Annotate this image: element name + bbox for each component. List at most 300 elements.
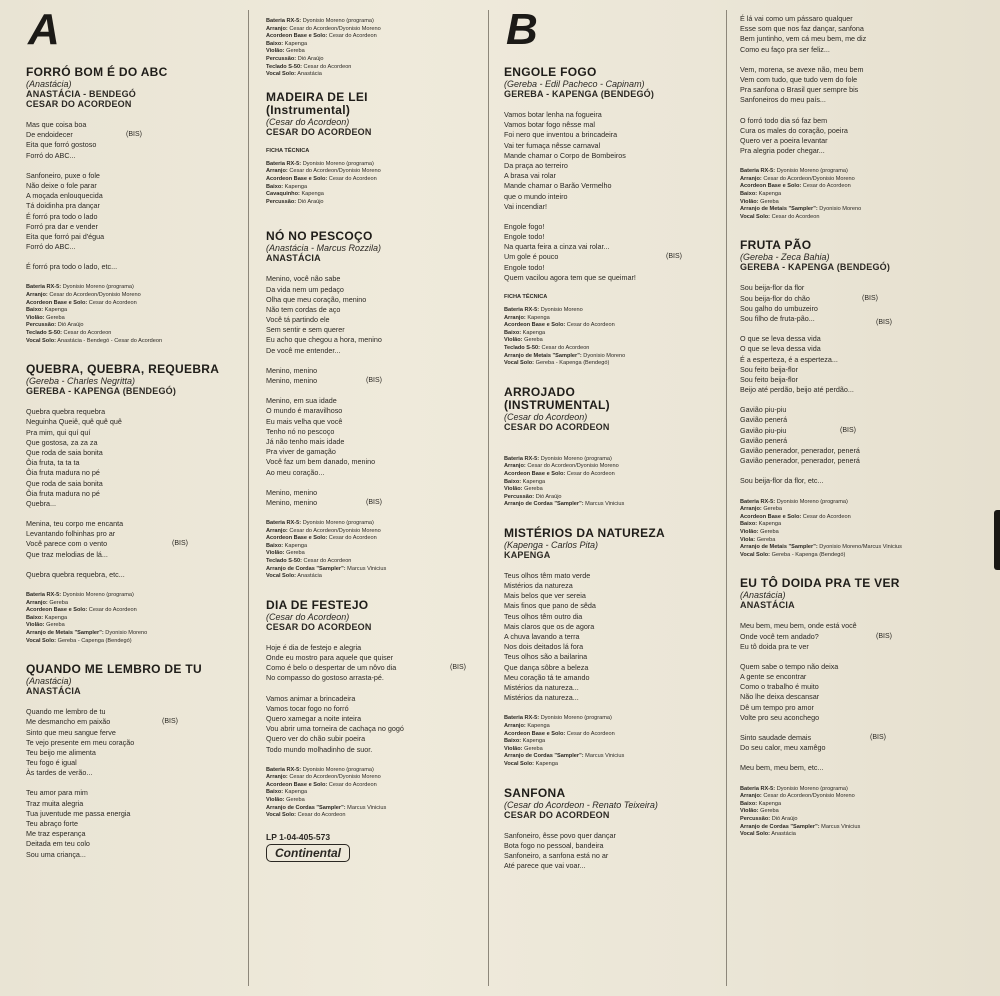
- credit-line: [266, 48, 480, 56]
- lyric-line: Até parece que vai voar...: [504, 861, 586, 871]
- lyric-stanza: [740, 65, 954, 106]
- song-lyrics: [266, 274, 480, 508]
- credit-line: [266, 774, 480, 782]
- side-b-letter: B: [506, 5, 538, 54]
- credit-line: [266, 550, 480, 558]
- credit-line: [26, 284, 240, 292]
- lyric-line: Mande chamar o Corpo de Bombeiros: [504, 150, 626, 160]
- lyric-line: Menino, menino: [266, 487, 318, 497]
- credit-role: Vocal Solo:: [740, 831, 771, 838]
- credit-name: Dió Araújo: [57, 322, 84, 329]
- lyric-stanza: [504, 831, 718, 872]
- lyric-stanza: [266, 366, 480, 386]
- credit-role: Arranjo de Cordas "Sampler":: [504, 501, 584, 508]
- lyric-line: Que traz melodias de lá...: [26, 549, 108, 559]
- song-no-no-pescoco: [266, 230, 480, 581]
- lyric-line: [740, 733, 954, 743]
- credit-name: Cesar do Acordeon/Dyonisio Moreno: [289, 774, 381, 781]
- credit-line: [266, 64, 480, 72]
- credit-role: Bateria RX-5:: [266, 520, 302, 527]
- song-title-subtitle: (INSTRUMENTAL): [504, 397, 610, 412]
- song-title: QUANDO ME LEMBRO DE TU: [26, 662, 202, 677]
- credit-name: Gereba: [760, 528, 779, 535]
- credit-role: Arranjo:: [504, 463, 526, 470]
- lyric-line: Sou beija-flor da flor: [740, 283, 805, 293]
- bis-marker: (BIS): [666, 253, 682, 261]
- column-divider: [488, 10, 489, 986]
- lyric-line: Forró do ABC...: [26, 242, 76, 252]
- bis-marker: (BIS): [876, 632, 892, 640]
- credit-role: Vocal Solo:: [266, 573, 297, 580]
- credit-line: [740, 793, 954, 801]
- song-authors: (Anastácia): [26, 79, 72, 89]
- credit-role: Bateria RX-5:: [266, 160, 302, 167]
- lyric-line: Quem sabe o tempo não deixa: [740, 661, 839, 671]
- credit-name: Gereba - Kapenga (Bendegó): [535, 360, 610, 367]
- credit-line: [266, 26, 480, 34]
- credit-line: [266, 33, 480, 41]
- credit-role: Violão:: [266, 797, 285, 804]
- song-authors: (Cesar do Acordeon): [504, 411, 588, 422]
- credit-line: [266, 805, 480, 813]
- credit-line: [266, 782, 480, 790]
- credit-line: [26, 622, 240, 630]
- credit-line: [266, 558, 480, 566]
- lyric-line: A gente se encontrar: [740, 672, 807, 682]
- credit-line: [740, 831, 954, 839]
- lyric-line: No compasso do gostoso arrasta-pé.: [266, 673, 384, 683]
- credit-role: Acordeon Base e Solo:: [26, 299, 88, 306]
- credit-line: [266, 767, 480, 775]
- song-engole-fogo: [504, 66, 718, 368]
- lyric-line: Quebra quebra requebra, etc...: [26, 569, 125, 579]
- lyric-line: Sou feito beija-flor: [740, 374, 798, 384]
- credit-role: Vocal Solo:: [266, 812, 297, 819]
- song-authors: (Cesar do Acordeon - Renato Teixeira): [504, 799, 658, 810]
- lyric-line: Quero ver do chão subir poeira: [266, 734, 366, 744]
- credit-line: [504, 307, 718, 315]
- bis-marker: (BIS): [840, 426, 856, 434]
- song-authors: (Gereba - Edil Pacheco - Capinam): [504, 79, 645, 89]
- song-credits: [740, 786, 954, 839]
- lyric-line: Pra mim, qui quí quí: [26, 427, 91, 437]
- bis-marker: (BIS): [862, 294, 878, 302]
- credit-role: Vocal Solo:: [504, 360, 535, 367]
- lyric-stanza: [266, 396, 480, 478]
- column-4: [740, 0, 954, 996]
- lyric-line: Vamos tocar fogo no forró: [266, 703, 349, 713]
- credit-line: [504, 486, 718, 494]
- credit-name: Dyonisio Moreno (programa): [540, 455, 612, 462]
- credit-line: [266, 812, 480, 820]
- credit-role: Baixo:: [740, 800, 758, 807]
- lyric-line: Mais belos que ver sereia: [504, 591, 586, 601]
- credit-line: [26, 307, 240, 315]
- lyric-line: Sem sentir e sem querer: [266, 325, 345, 335]
- lyric-line: [740, 632, 954, 642]
- credit-line: [504, 456, 718, 464]
- lyric-line: Tua juventude me passa energia: [26, 808, 131, 818]
- credit-line: [266, 573, 480, 581]
- credit-role: Violão:: [26, 314, 45, 321]
- lyric-line: É forró pra todo o lado, etc...: [26, 262, 118, 272]
- credit-name: Cesar do Acordeon: [541, 344, 590, 351]
- credit-role: Vocal Solo:: [740, 213, 771, 220]
- credit-role: Acordeon Base e Solo:: [26, 607, 88, 614]
- lyric-stanza: [26, 407, 240, 509]
- credit-name: Gereba: [286, 550, 305, 557]
- lyric-line: Teu abraço forte: [26, 819, 78, 829]
- credit-name: Kapenga: [758, 800, 782, 807]
- song-credits: [266, 520, 480, 581]
- lyric-line: Mais finos que pano de sêda: [504, 601, 596, 611]
- lyric-line: Já não tenho mais idade: [266, 436, 345, 446]
- credit-role: Bateria RX-5:: [504, 715, 540, 722]
- credit-name: Anastácia: [297, 71, 322, 78]
- credit-role: Arranjo de Metais "Sampler":: [740, 206, 818, 213]
- song-title-subtitle: (Instrumental): [266, 102, 351, 117]
- lyric-line: Sou feito beija-flor: [740, 364, 798, 374]
- credit-role: Percussão:: [504, 493, 535, 500]
- lyric-stanza: [740, 476, 954, 486]
- lyric-line: Menino, menino: [266, 365, 318, 375]
- credit-name: Cesar do Acordeon/Dyonisio Moreno: [289, 168, 381, 175]
- credit-name: Gereba: [49, 599, 68, 606]
- credit-name: Cesar do Acordeon/Dyonisio Moreno: [289, 25, 381, 32]
- song-credits: [740, 499, 954, 560]
- lyric-line: Sou galho do umbuzeiro: [740, 303, 818, 313]
- lyric-line: A chuva lavando a terra: [504, 632, 580, 642]
- credit-role: Acordeon Base e Solo:: [740, 183, 802, 190]
- credit-name: Kapenga: [527, 722, 550, 729]
- credit-role: Bateria RX-5:: [266, 766, 302, 773]
- credit-role: Acordeon Base e Solo:: [266, 535, 328, 542]
- credit-role: Arranjo:: [26, 292, 48, 299]
- credit-role: Violão:: [266, 48, 285, 55]
- lyric-line: Quebra...: [26, 498, 56, 508]
- lyric-stanza: [740, 116, 954, 157]
- lyric-line: Que roda de saia bonita: [26, 447, 103, 457]
- credit-line: [266, 71, 480, 79]
- lyric-line: Pra sanfona o Brasil quer sempre bis: [740, 85, 859, 95]
- lyric-line: A brasa vai rolar: [504, 171, 556, 181]
- song-quando-me-lembro-de-tu: [26, 663, 240, 860]
- credit-line: [266, 176, 480, 184]
- credit-name: Anastácia - Bendegó - Cesar do Acordeon: [57, 337, 163, 344]
- credit-role: Teclado S-50:: [26, 330, 62, 336]
- lyric-line: [26, 539, 240, 549]
- credit-name: Dyonisio Moreno (programa): [302, 18, 374, 24]
- credit-role: Bateria RX-5:: [26, 592, 62, 598]
- credit-name: Cesar do Acordeon: [328, 535, 377, 542]
- credit-role: Cavaquinho:: [266, 191, 300, 198]
- lyric-line: Quem vacilou agora tem que se queimar!: [504, 272, 636, 282]
- credit-line: [266, 199, 480, 207]
- song-madeira-de-lei: [266, 91, 480, 207]
- credit-name: Dyonisio Moreno (programa): [302, 520, 374, 527]
- lyric-line: Meu coração tá te amando: [504, 672, 590, 682]
- lyric-stanza: [740, 14, 954, 55]
- credit-line: [740, 506, 954, 514]
- lyric-line: É lá vai como um pássaro qualquer: [740, 14, 853, 23]
- credit-name: Cesar do Acordeon: [328, 781, 377, 788]
- credit-name: Kapenga: [284, 40, 308, 47]
- song-authors: (Anastácia - Marcus Rozzila): [266, 243, 382, 254]
- credit-name: Kapenga: [284, 789, 308, 796]
- credit-line: [740, 824, 954, 832]
- credit-line: [740, 191, 954, 199]
- credit-role: Arranjo:: [26, 599, 48, 606]
- song-title: NÓ NO PESCOÇO: [266, 229, 373, 244]
- credit-name: Gereba: [524, 486, 543, 493]
- credit-line: [740, 214, 954, 222]
- song-lyrics: [266, 643, 480, 755]
- credit-role: Percussão:: [740, 815, 771, 822]
- song-lyrics: [504, 571, 718, 703]
- credit-role: Viola:: [740, 536, 756, 543]
- credit-line: [266, 41, 480, 49]
- lyric-line: Dê um tempo pro amor: [740, 702, 814, 712]
- credit-line: [26, 615, 240, 623]
- credit-line: [26, 338, 240, 346]
- credit-line: [740, 168, 954, 176]
- lyric-line: Como eu faço pra ser feliz...: [740, 44, 830, 54]
- credit-line: [26, 592, 240, 600]
- song-performer: GEREBA - KAPENGA (BENDEGÓ): [26, 386, 177, 397]
- credit-line: [740, 552, 954, 560]
- credit-role: Baixo:: [266, 542, 284, 549]
- credit-name: Dyonisio Moreno (programa): [776, 168, 848, 175]
- song-lyrics: [740, 283, 954, 486]
- credit-role: Teclado S-50:: [266, 558, 302, 565]
- lyric-line: [26, 717, 240, 727]
- song-credits: [740, 168, 954, 221]
- credit-role: Arranjo:: [740, 175, 762, 182]
- lyric-line: Eita que forró gostoso: [26, 140, 97, 150]
- lyric-line: Esse som que nos faz dançar, sanfona: [740, 24, 864, 34]
- lyric-line: É a esperteza, é a esperteza...: [740, 354, 838, 364]
- credit-name: Cesar do Acordeon/Dyonisio Moreno: [763, 175, 855, 182]
- credit-role: Vocal Solo:: [504, 760, 535, 767]
- song-quebra-quebra-requebra: [26, 363, 240, 645]
- lyric-line: Levantando folhinhas pro ar: [26, 529, 116, 539]
- credit-line: [266, 56, 480, 64]
- song-performer: GEREBA - KAPENGA (BENDEGÓ): [740, 262, 891, 273]
- credit-name: Dyonisio Moreno: [540, 307, 583, 313]
- lyric-line-text: Onde você tem andado?: [740, 631, 819, 641]
- credit-name: Dyonisio Moreno: [105, 629, 148, 636]
- lyric-line-text: Você parece com o vento: [26, 539, 108, 549]
- credit-line: [504, 738, 718, 746]
- credit-name: Cesar do Acordeon: [802, 183, 851, 190]
- column-divider: [726, 10, 727, 986]
- credit-name: Cesar do Acordeon: [303, 63, 352, 70]
- song-misterios-da-natureza: [504, 527, 718, 769]
- lyric-line: Menina, teu corpo me encanta: [26, 519, 124, 529]
- credit-role: Baixo:: [26, 307, 44, 314]
- credit-name: Gereba: [46, 314, 65, 321]
- credit-line: [504, 501, 718, 509]
- credit-name: Gereba - Kapenga (Bendegó): [771, 551, 846, 558]
- song-dia-de-festejo: [266, 599, 480, 862]
- song-authors: (Anastácia): [740, 590, 786, 601]
- lyric-stanza: [266, 488, 480, 508]
- credit-line: [266, 535, 480, 543]
- side-a-letter: A: [28, 5, 60, 54]
- credit-name: Marcus Vinicius: [347, 804, 387, 811]
- lyric-line: Mistérios da natureza...: [504, 682, 579, 692]
- lyric-line: Sinto que meu sangue ferve: [26, 727, 116, 737]
- credit-name: Dyonisio Moreno (programa): [62, 284, 134, 291]
- lyric-line: Olha que meu coração, menino: [266, 294, 367, 304]
- song-authors: (Gereba - Zeca Bahia): [740, 252, 830, 263]
- bis-marker: (BIS): [172, 540, 188, 548]
- credit-line: [740, 537, 954, 545]
- lyric-line: Gavião penerá: [740, 415, 788, 425]
- credit-line: [26, 607, 240, 615]
- credit-role: Baixo:: [26, 614, 44, 621]
- lyric-line: Bota fogo no pessoal, bandeira: [504, 840, 604, 850]
- credit-role: Violão:: [504, 337, 523, 344]
- lyric-line: Traz muita alegria: [26, 798, 84, 808]
- credit-line: [504, 761, 718, 769]
- song-credits: [266, 767, 480, 820]
- song-lyrics: [740, 14, 954, 156]
- lyric-line: Como o trabalho é muito: [740, 682, 819, 692]
- song-lyrics: [740, 621, 954, 773]
- credit-line: [504, 715, 718, 723]
- credit-name: Cesar do Acordeon/Dyonisio Moreno: [49, 292, 141, 299]
- lyric-line-text: Sou beija-flor do chão: [740, 293, 810, 303]
- credit-role: Bateria RX-5:: [740, 498, 776, 505]
- lyric-line: O mundo é maravilhoso: [266, 406, 343, 416]
- credit-name: Cesar do Acordeon: [771, 213, 820, 220]
- credit-line: [504, 360, 718, 368]
- lyric-line: Pra alegria poder chegar...: [740, 146, 825, 156]
- lyric-line: Vamos animar a brincadeira: [266, 693, 356, 703]
- credit-role: Arranjo:: [266, 168, 288, 175]
- credit-role: Acordeon Base e Solo:: [266, 33, 328, 40]
- credit-name: Dyonisio Moreno (programa): [776, 785, 848, 792]
- credit-role: Violão:: [504, 745, 523, 752]
- credit-line: [740, 544, 954, 552]
- lyric-line: Na quarta feira a cinza vai rolar...: [504, 242, 610, 252]
- credit-name: Marcus Vinicius: [585, 753, 625, 760]
- credit-name: Gereba - Capenga (Bendegó): [57, 637, 132, 644]
- credit-role: Arranjo:: [266, 527, 288, 534]
- credit-line: [740, 801, 954, 809]
- credit-role: Percussão:: [266, 198, 297, 205]
- lyric-stanza: [740, 621, 954, 652]
- credit-name: Cesar do Acordeon: [88, 299, 137, 306]
- song-performer: CESAR DO ACORDEON: [504, 809, 610, 820]
- credit-name: Dyonisio Moreno (programa): [302, 766, 374, 773]
- lyric-line-text: Sou filho de fruta-pão...: [740, 313, 815, 323]
- credit-role: Baixo:: [740, 191, 758, 198]
- credit-role: Arranjo de Metais "Sampler":: [26, 629, 104, 636]
- credit-name: Kapenga: [44, 614, 68, 621]
- credit-name: Kapenga: [527, 314, 550, 321]
- song-credits: [266, 18, 480, 79]
- lyric-stanza: [26, 519, 240, 560]
- lyric-line: que o mundo inteiro: [504, 191, 568, 201]
- song-title: MISTÉRIOS DA NATUREZA: [504, 525, 665, 540]
- credit-line: [26, 300, 240, 308]
- lyric-line: Todo mundo molhadinho de suor.: [266, 744, 373, 754]
- lyric-line: Eu acho que chegou a hora, menino: [266, 335, 382, 345]
- lyric-line: Bem juntinho, vem cá meu bem, me diz: [740, 34, 867, 44]
- lyric-line: Te vejo presente em meu coração: [26, 737, 135, 747]
- column-divider: [248, 10, 249, 986]
- lyric-line: Meu bem, meu bem, etc...: [740, 763, 824, 773]
- lyric-line: Engole todo!: [504, 232, 545, 242]
- credit-line: [26, 630, 240, 638]
- lyric-stanza: [266, 643, 480, 684]
- song-sanfona: [504, 787, 718, 872]
- credit-role: Violão:: [504, 486, 523, 493]
- bis-marker: (BIS): [126, 131, 142, 139]
- lyric-line: Teus olhos são a bailarina: [504, 652, 588, 662]
- song-authors: (Kapenga - Carlos Pita): [504, 539, 599, 550]
- lyric-line: Vai ter fumaça nêsse carnaval: [504, 140, 601, 150]
- lyric-line-text: Menino, menino: [266, 497, 318, 507]
- lyric-stanza: [26, 570, 240, 580]
- credit-name: Dyonisio Moreno (programa): [776, 498, 848, 505]
- credit-name: Dyonisio Moreno: [819, 206, 862, 213]
- lyric-stanza: [266, 274, 480, 356]
- credit-role: Arranjo:: [504, 722, 526, 729]
- credit-role: Bateria RX-5:: [504, 307, 540, 313]
- bis-marker: (BIS): [876, 318, 892, 326]
- credit-name: Gereba: [46, 622, 65, 629]
- credit-role: Baixo:: [740, 521, 758, 528]
- credit-role: Arranjo:: [266, 774, 288, 781]
- credit-role: Bateria RX-5:: [26, 284, 62, 291]
- lyric-line-text: Como é belo o despertar de um nôvo dia: [266, 663, 397, 673]
- credit-role: Arranjo de Cordas "Sampler":: [266, 565, 346, 572]
- ficha-tecnica-label: FICHA TÉCNICA: [266, 147, 310, 154]
- credit-name: Kapenga: [301, 191, 324, 198]
- credit-role: Arranjo de Metais "Sampler":: [504, 352, 582, 359]
- credit-role: Teclado S-50:: [504, 344, 540, 351]
- lyric-line: [266, 498, 480, 508]
- credit-name: Kapenga: [522, 329, 546, 336]
- credit-line: [740, 176, 954, 184]
- song-performer: CESAR DO ACORDEON: [26, 99, 132, 109]
- song-title: FORRÓ BOM É DO ABC: [26, 65, 168, 79]
- credit-name: Marcus Vinicius: [347, 565, 387, 572]
- bis-marker: (BIS): [366, 377, 382, 384]
- credit-name: Kapenga: [44, 307, 68, 314]
- credit-name: Kapenga: [284, 542, 308, 549]
- song-credits: [504, 456, 718, 509]
- bis-marker: (BIS): [366, 498, 382, 506]
- credit-name: Dyonisio Moreno (programa): [62, 592, 134, 598]
- credit-name: Cesar do Acordeon/Dyonisio Moreno: [763, 793, 855, 800]
- lyric-line: A moçada enlouquecida: [26, 191, 103, 201]
- lyric-line: Teu beijo me alimenta: [26, 747, 96, 757]
- lyric-line: Sanfoneiro, a sanfona está no ar: [504, 850, 609, 860]
- song-lyrics: [26, 707, 240, 860]
- credit-role: Bateria RX-5:: [266, 18, 302, 24]
- lyric-line: Vamos botar lenha na fogueira: [504, 110, 602, 119]
- lyric-line: Ao meu coração...: [266, 467, 325, 477]
- column-3: [504, 0, 718, 996]
- song-title: DIA DE FESTEJO: [266, 597, 369, 612]
- lyric-line: Mais claros que os de agora: [504, 621, 595, 631]
- credit-role: Vocal Solo:: [740, 551, 771, 558]
- lyric-line: Às tardes de verão...: [26, 768, 93, 778]
